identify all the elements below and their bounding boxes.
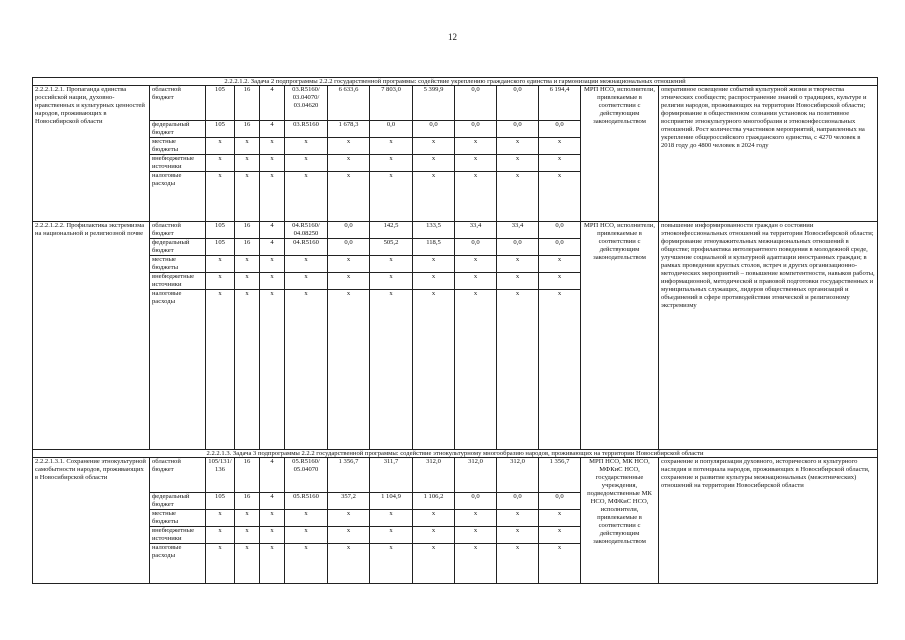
amount-cell: x [455, 290, 497, 450]
amount-cell: 0,0 [370, 121, 413, 138]
section-code: x [235, 273, 260, 290]
amount-cell: 0,0 [497, 493, 539, 510]
amount-cell: x [370, 138, 413, 155]
section-code: x [235, 544, 260, 584]
amount-cell: 7 803,0 [370, 86, 413, 121]
amount-cell: x [539, 256, 581, 273]
task-header-row [33, 78, 878, 86]
target-article-code: 04.R5160/ 04.08250 [285, 222, 328, 239]
amount-cell: 1 106,2 [413, 493, 455, 510]
amount-cell: x [413, 510, 455, 527]
funding-source: местные бюджеты [150, 138, 206, 155]
funding-source: налоговые расходы [150, 172, 206, 222]
subsection-code: x [260, 290, 285, 450]
target-article-code: x [285, 290, 328, 450]
amount-cell: x [539, 172, 581, 222]
amount-cell: 6 633,6 [328, 86, 370, 121]
amount-cell: x [539, 155, 581, 172]
subsection-code: x [260, 527, 285, 544]
amount-cell: x [413, 172, 455, 222]
event-name: 2.2.2.1.3.1. Сохранение этнокультурной самобытности народов, проживающих в Новосибирской области [33, 458, 150, 584]
funding-source: налоговые расходы [150, 290, 206, 450]
funding-source: областной бюджет [150, 86, 206, 121]
target-article-code: x [285, 510, 328, 527]
section-code: 16 [235, 458, 260, 493]
amount-cell: 1 678,3 [328, 121, 370, 138]
subsection-code: x [260, 510, 285, 527]
amount-cell: 0,0 [455, 121, 497, 138]
amount-cell: x [539, 290, 581, 450]
amount-cell: x [413, 256, 455, 273]
amount-cell: x [328, 155, 370, 172]
amount-cell: x [497, 527, 539, 544]
grbs-code: x [206, 527, 235, 544]
section-code: x [235, 510, 260, 527]
funding-source: внебюджетные источники [150, 273, 206, 290]
responsible-executors: МРП НСО, исполнители, привлекаемые в соответствии с действующим законодательством [581, 86, 659, 222]
subsection-code: 4 [260, 121, 285, 138]
amount-cell: 312,0 [413, 458, 455, 493]
amount-cell: 1 356,7 [328, 458, 370, 493]
target-article-code: x [285, 273, 328, 290]
amount-cell: x [328, 510, 370, 527]
amount-cell: x [370, 172, 413, 222]
section-code: 16 [235, 222, 260, 239]
funding-source: налоговые расходы [150, 544, 206, 584]
responsible-executors: МРП НСО, МК НСО, МФКиС НСО, государственные учреждения, подведомственные МК НСО, МФКиС НСО, исполнители, привлекаемые в соответствии с действующим законодательством [581, 458, 659, 584]
subsection-code: x [260, 544, 285, 584]
section-code: x [235, 138, 260, 155]
target-article-code: x [285, 155, 328, 172]
amount-cell: x [413, 273, 455, 290]
grbs-code: 105/131/ 136 [206, 458, 235, 493]
section-code: x [235, 155, 260, 172]
amount-cell: 357,2 [328, 493, 370, 510]
amount-cell: x [539, 273, 581, 290]
funding-source: местные бюджеты [150, 256, 206, 273]
amount-cell: x [370, 256, 413, 273]
target-article-code: 03.R5160/ 03.04070/ 03.04620 [285, 86, 328, 121]
amount-cell: 133,5 [413, 222, 455, 239]
amount-cell: x [497, 172, 539, 222]
section-code: 16 [235, 493, 260, 510]
amount-cell: 312,0 [497, 458, 539, 493]
amount-cell: x [370, 273, 413, 290]
program-table [32, 77, 878, 584]
grbs-code: x [206, 273, 235, 290]
task-header: 2.2.2.1.3. Задача 3 подпрограммы 2.2.2 государственной программы: содействие этнокультурному многообразию народов, проживающих на территории Новосибирской области [33, 450, 878, 458]
target-article-code: 04.R5160 [285, 239, 328, 256]
section-code: x [235, 290, 260, 450]
funding-row [33, 86, 878, 121]
subsection-code: x [260, 155, 285, 172]
funding-row [33, 458, 878, 493]
page-number: 12 [448, 32, 457, 42]
grbs-code: x [206, 172, 235, 222]
amount-cell: 0,0 [455, 493, 497, 510]
amount-cell: 118,5 [413, 239, 455, 256]
amount-cell: 142,5 [370, 222, 413, 239]
amount-cell: x [539, 544, 581, 584]
amount-cell: x [370, 290, 413, 450]
amount-cell: x [413, 155, 455, 172]
amount-cell: x [328, 172, 370, 222]
grbs-code: x [206, 155, 235, 172]
target-article-code: 05.R5160/ 05.04070 [285, 458, 328, 493]
target-article-code: x [285, 172, 328, 222]
subsection-code: 4 [260, 458, 285, 493]
amount-cell: 0,0 [539, 222, 581, 239]
amount-cell: 505,2 [370, 239, 413, 256]
amount-cell: x [328, 138, 370, 155]
amount-cell: 311,7 [370, 458, 413, 493]
responsible-executors: МРП НСО, исполнители, привлекаемые в соответствии с действующим законодательством [581, 222, 659, 450]
amount-cell: x [455, 172, 497, 222]
expected-result: повышение информированности граждан о состоянии этноконфессиональных отношений на территории Новосибирской области; формирование этноуважительных межнациональных отношений в обществе; профилактика интолерантного поведения в молодежной среде, улучшение социальной и культурной адаптации иностранных граждан; в рамках проведения круглых столов, встреч и других организационно-методических мероприятий – повышение компетентности, навыков работы, информационной, методической и правовой подготовки государственных и муниципальных служащих, лидеров общественных организаций и объединений в сфере противодействия этнической и религиозному экстремизму [659, 222, 878, 450]
task-header-row [33, 450, 878, 458]
grbs-code: 105 [206, 239, 235, 256]
amount-cell: x [497, 273, 539, 290]
grbs-code: 105 [206, 121, 235, 138]
amount-cell: x [328, 544, 370, 584]
expected-result: сохранение и популяризация духовного, исторического и культурного наследия и потенциала народов, проживающих в Новосибирской области, сохранение и развитие культуры межнациональных (межэтнических) отношений на территории Новосибирской области [659, 458, 878, 584]
amount-cell: x [370, 510, 413, 527]
subsection-code: x [260, 256, 285, 273]
target-article-code: x [285, 544, 328, 584]
amount-cell: x [328, 290, 370, 450]
amount-cell: 33,4 [455, 222, 497, 239]
amount-cell: 33,4 [497, 222, 539, 239]
grbs-code: 105 [206, 86, 235, 121]
target-article-code: x [285, 138, 328, 155]
amount-cell: x [370, 544, 413, 584]
amount-cell: x [455, 544, 497, 584]
amount-cell: x [413, 290, 455, 450]
grbs-code: 105 [206, 493, 235, 510]
target-article-code: 05.R5160 [285, 493, 328, 510]
amount-cell: x [539, 138, 581, 155]
amount-cell: x [497, 544, 539, 584]
target-article-code: x [285, 256, 328, 273]
funding-row [33, 222, 878, 239]
amount-cell: x [497, 155, 539, 172]
amount-cell: x [328, 527, 370, 544]
amount-cell: x [413, 138, 455, 155]
amount-cell: 6 194,4 [539, 86, 581, 121]
target-article-code: 03.R5160 [285, 121, 328, 138]
section-code: 16 [235, 121, 260, 138]
amount-cell: 5 399,9 [413, 86, 455, 121]
amount-cell: x [497, 256, 539, 273]
amount-cell: x [455, 155, 497, 172]
amount-cell: x [413, 544, 455, 584]
grbs-code: x [206, 256, 235, 273]
section-code: x [235, 256, 260, 273]
funding-source: внебюджетные источники [150, 527, 206, 544]
funding-source: федеральный бюджет [150, 239, 206, 256]
amount-cell: 0,0 [497, 86, 539, 121]
section-code: x [235, 527, 260, 544]
amount-cell: x [455, 138, 497, 155]
grbs-code: x [206, 510, 235, 527]
amount-cell: x [455, 256, 497, 273]
funding-source: местные бюджеты [150, 510, 206, 527]
amount-cell: x [497, 510, 539, 527]
amount-cell: 0,0 [497, 121, 539, 138]
amount-cell: 0,0 [539, 239, 581, 256]
subsection-code: 4 [260, 86, 285, 121]
amount-cell: x [413, 527, 455, 544]
amount-cell: x [455, 527, 497, 544]
grbs-code: x [206, 544, 235, 584]
amount-cell: x [539, 510, 581, 527]
grbs-code: x [206, 290, 235, 450]
subsection-code: 4 [260, 239, 285, 256]
amount-cell: 312,0 [455, 458, 497, 493]
amount-cell: x [328, 256, 370, 273]
amount-cell: 0,0 [455, 239, 497, 256]
subsection-code: 4 [260, 222, 285, 239]
amount-cell: x [370, 527, 413, 544]
amount-cell: 0,0 [497, 239, 539, 256]
funding-source: федеральный бюджет [150, 493, 206, 510]
amount-cell: x [539, 527, 581, 544]
amount-cell: x [370, 155, 413, 172]
amount-cell: 0,0 [455, 86, 497, 121]
task-header: 2.2.2.1.2. Задача 2 подпрограммы 2.2.2 государственной программы: содействие укреплению гражданского единства и гармонизации межнациональных отношений [33, 78, 878, 86]
funding-source: областной бюджет [150, 458, 206, 493]
section-code: 16 [235, 86, 260, 121]
funding-source: федеральный бюджет [150, 121, 206, 138]
amount-cell: 0,0 [328, 239, 370, 256]
amount-cell: 0,0 [539, 121, 581, 138]
amount-cell: 1 104,9 [370, 493, 413, 510]
grbs-code: 105 [206, 222, 235, 239]
amount-cell: x [497, 290, 539, 450]
amount-cell: x [455, 273, 497, 290]
event-name: 2.2.2.1.2.2. Профилактика экстремизма на национальной и религиозной почве [33, 222, 150, 450]
amount-cell: 1 356,7 [539, 458, 581, 493]
subsection-code: x [260, 138, 285, 155]
subsection-code: x [260, 273, 285, 290]
expected-result: оперативное освещение событий культурной жизни и творчества этнических сообществ; распространение знаний о традициях, культуре и религии народов, проживающих на территории Новосибирской области; формирование в общественном сознании установок на позитивное восприятие этнокультурного многообразия и этноконфессиональных отношений. Рост количества участников мероприятий, направленных на укрепление общероссийского гражданского единства, с 4270 человек в 2018 году до 4800 человек в 2024 году [659, 86, 878, 222]
section-code: x [235, 172, 260, 222]
funding-source: областной бюджет [150, 222, 206, 239]
amount-cell: x [455, 510, 497, 527]
amount-cell: x [497, 138, 539, 155]
event-name: 2.2.2.1.2.1. Пропаганда единства российской нации, духовно-нравственных и культурных ценностей народов, проживающих в Новосибирской области [33, 86, 150, 222]
grbs-code: x [206, 138, 235, 155]
subsection-code: x [260, 172, 285, 222]
amount-cell: 0,0 [539, 493, 581, 510]
amount-cell: x [328, 273, 370, 290]
funding-source: внебюджетные источники [150, 155, 206, 172]
amount-cell: 0,0 [328, 222, 370, 239]
subsection-code: 4 [260, 493, 285, 510]
section-code: 16 [235, 239, 260, 256]
target-article-code: x [285, 527, 328, 544]
amount-cell: 0,0 [413, 121, 455, 138]
